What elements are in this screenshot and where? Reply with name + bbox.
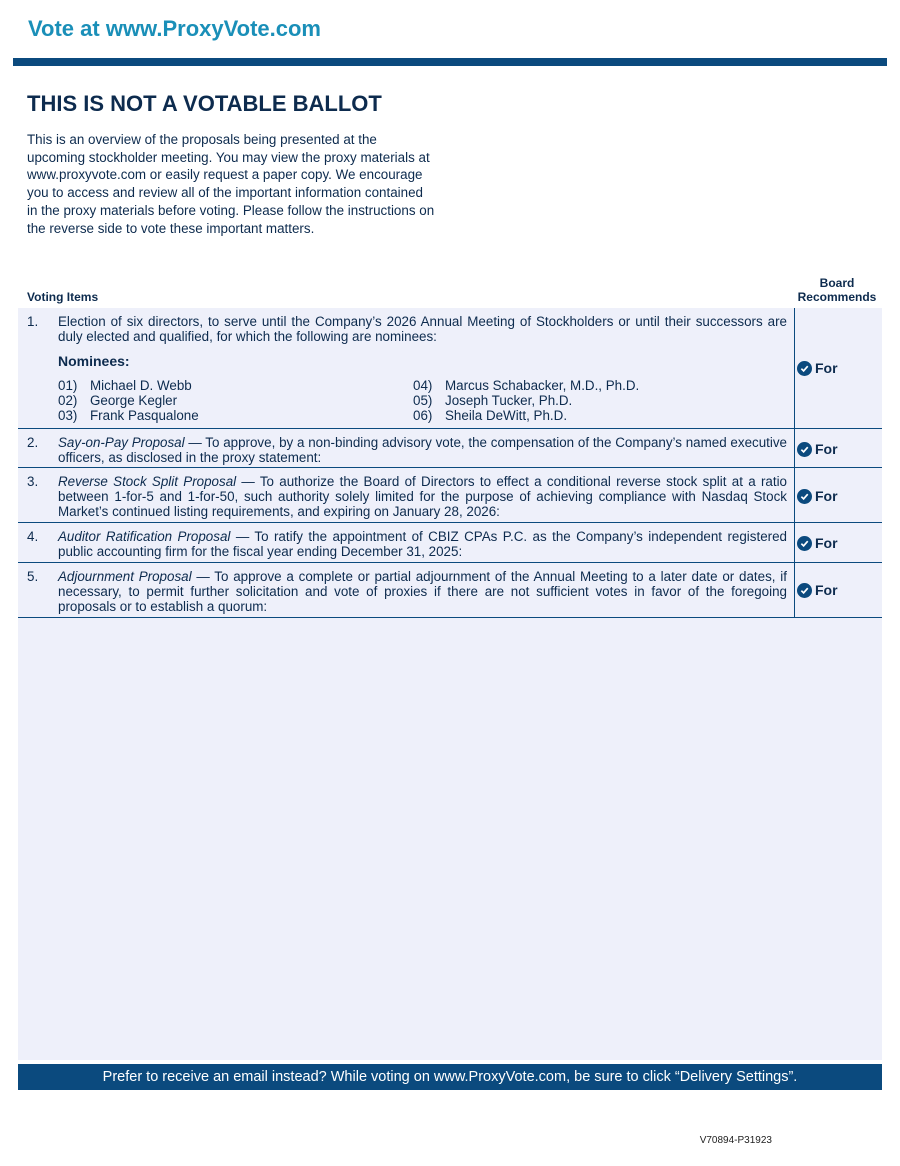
nominees-label: Nominees: — [58, 353, 130, 369]
recommendation-label: For — [815, 441, 838, 457]
document-code: V70894-P31923 — [699, 1135, 772, 1146]
nominee-name: Joseph Tucker, Ph.D. — [445, 393, 573, 408]
proposal-description: — To approve, by a non-binding advisory vote, the compensation of the Company’s named executive officers, as disclosed in the proxy statement: — [58, 435, 788, 466]
voting-item-3 — [18, 468, 882, 523]
proposal-description: — To ratify the appointment of CBIZ CPAs P.C. as the Company’s independent registered public accounting firm for the fiscal year ending December 31, 2025: — [58, 529, 788, 560]
item-number: 1. — [27, 314, 39, 329]
nominee — [58, 408, 199, 423]
recommendation-label: For — [815, 582, 838, 598]
board-recommendation — [797, 535, 838, 551]
nominee-number: 04) — [413, 378, 433, 393]
check-circle-icon — [797, 361, 812, 376]
recommendation-label: For — [815, 488, 838, 504]
recommends-label: Recommends — [797, 290, 877, 304]
board-recommendation — [797, 360, 838, 376]
item-text — [58, 529, 787, 559]
item-number: 2. — [27, 435, 39, 450]
nominee — [413, 408, 567, 423]
voting-item-5 — [18, 563, 882, 618]
page-title: THIS IS NOT A VOTABLE BALLOT — [27, 91, 382, 116]
delivery-settings-banner: Prefer to receive an email instead? While voting on www.ProxyVote.com, be sure to click “Delivery Settings”. — [18, 1064, 882, 1090]
check-circle-icon — [797, 583, 812, 598]
proposal-title: Adjournment Proposal — [58, 569, 192, 584]
item-number: 3. — [27, 474, 39, 489]
board-recommendation — [797, 441, 838, 457]
board-recommends-header — [789, 276, 885, 304]
item-number: 4. — [27, 529, 39, 544]
voting-item-4 — [18, 523, 882, 563]
item-text — [58, 435, 787, 465]
proposal-description: — To approve a complete or partial adjournment of the Annual Meeting to a later date or dates, if necessary, to permit further solicitation and vote of proxies if there are not sufficient votes in favor of the foregoing proposals or to establish a quorum: — [58, 569, 787, 615]
item-text — [58, 569, 787, 615]
nominee-number: 05) — [413, 393, 433, 408]
nominee-number: 02) — [58, 393, 78, 408]
nominee — [413, 393, 572, 408]
voting-item-1 — [18, 308, 882, 429]
nominee-name: Sheila DeWitt, Ph.D. — [445, 408, 568, 423]
item-text: Election of six directors, to serve until the Company’s 2026 Annual Meeting of Stockholders or until their successors are duly elected and qualified, for which the following are nominees: — [58, 314, 787, 345]
nominee-name: Frank Pasqualone — [90, 408, 199, 423]
item-number: 5. — [27, 569, 39, 584]
board-recommendation — [797, 488, 838, 504]
nominee-name: Marcus Schabacker, M.D., Ph.D. — [445, 378, 640, 393]
check-circle-icon — [797, 442, 812, 457]
nominee-name: Michael D. Webb — [90, 378, 192, 393]
nominee-number: 06) — [413, 408, 433, 423]
nominee-number: 03) — [58, 408, 78, 423]
header-rule — [13, 58, 887, 66]
proposal-description: — To authorize the Board of Directors to effect a conditional reverse stock split at a ratio between 1-for-5 and 1-for-50, such authority solely limited for the purpose of achieving compliance with Nasdaq Stock Market’s continued listing requirements, and expiring on January 28, 2026: — [58, 474, 788, 520]
nominee-name: George Kegler — [90, 393, 178, 408]
check-circle-icon — [797, 536, 812, 551]
nominee — [413, 378, 639, 393]
voting-items-header: Voting Items — [27, 290, 99, 304]
nominee — [58, 378, 192, 393]
proxyvote-link[interactable]: Vote at www.ProxyVote.com — [28, 16, 321, 41]
item-text — [58, 474, 787, 520]
proposal-title: Say-on-Pay Proposal — [58, 435, 185, 450]
recommendation-label: For — [815, 360, 838, 376]
proposal-title: Reverse Stock Split Proposal — [58, 474, 237, 489]
proposal-title: Auditor Ratification Proposal — [58, 529, 231, 544]
board-recommendation — [797, 582, 838, 598]
intro-paragraph: This is an overview of the proposals being presented at the upcoming stockholder meeting. You may view the proxy materials at www.proxyvote.com or easily request a paper copy. We encourage you to access and review all of the important information contained in the proxy materials before voting. Please follow the instructions on the reverse side to vote these important matters. — [27, 132, 435, 236]
nominee — [58, 393, 177, 408]
voting-item-2 — [18, 429, 882, 468]
board-label: Board — [819, 276, 855, 290]
check-circle-icon — [797, 489, 812, 504]
recommendation-label: For — [815, 535, 838, 551]
nominee-number: 01) — [58, 378, 78, 393]
